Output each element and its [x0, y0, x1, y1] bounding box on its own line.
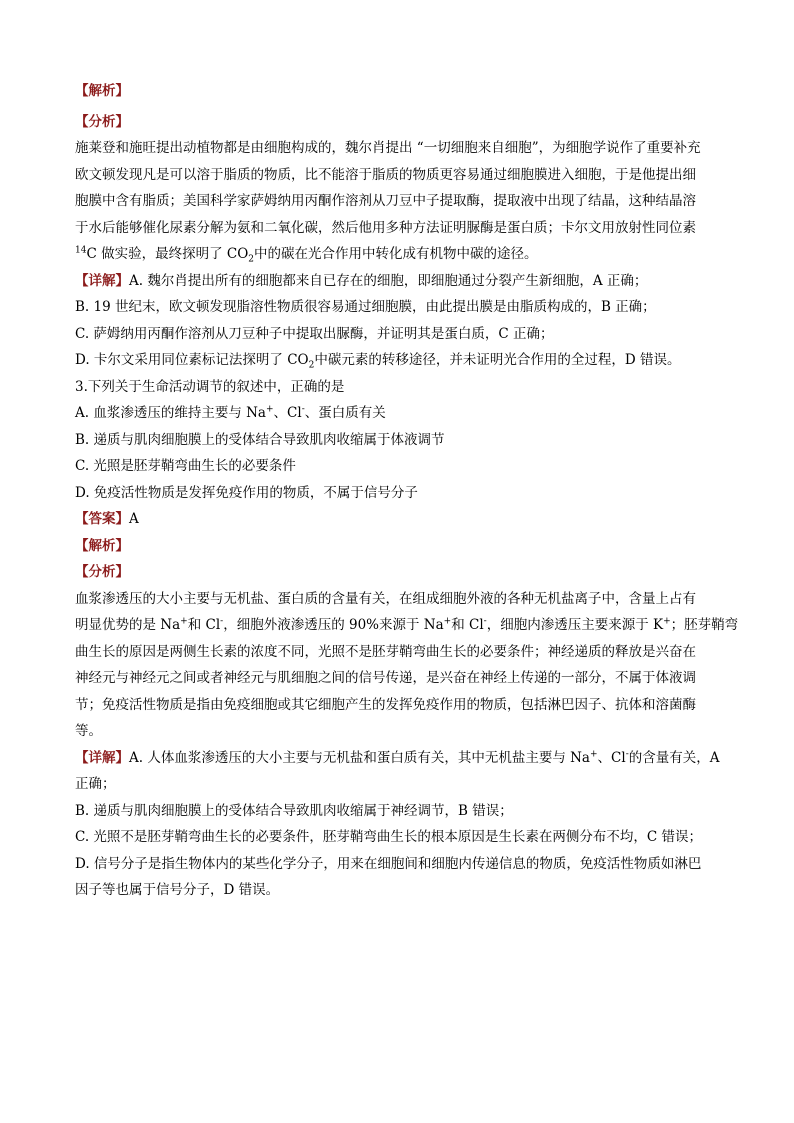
superscript: - — [483, 616, 487, 627]
q3-detail-d-cont: 因子等也属于信号分子，D 错误。 — [75, 882, 280, 898]
q2-analysis-line: 胞膜中含有脂质；美国科学家萨姆纳用丙酮作溶剂从刀豆中子提取酶，提取液中出现了结晶，这种结晶溶 — [75, 193, 696, 209]
superscript: + — [443, 616, 452, 627]
xiangjie-tag: 【详解】 — [75, 749, 129, 766]
superscript: - — [220, 616, 224, 627]
q3-option-c: C. 光照是胚芽鞘弯曲生长的必要条件 — [75, 458, 296, 474]
q3-analysis-line: 曲生长的原因是两侧生长素的浓度不同，光照不是胚芽鞘弯曲生长的必要条件；神经递质的释放是兴奋在 — [75, 643, 696, 660]
text-span: 的含量有关，A — [628, 749, 720, 766]
superscript: + — [589, 749, 598, 759]
q2-detail-b: B. 19 世纪末，欧文顿发现脂溶性物质很容易通过细胞膜，由此提出膜是由脂质构成的，B 正确； — [75, 299, 656, 315]
q2-analysis-line — [75, 241, 725, 268]
q2-analysis-line: 施莱登和施旺提出动植物都是由细胞构成的，魏尔肖提出 “一切细胞来自细胞”，为细胞学说作了重要补充 — [75, 140, 701, 156]
q3-detail-c: C. 光照不是胚芽鞘弯曲生长的必要条件，胚芽鞘弯曲生长的根本原因是生长素在两侧分布不均，C 错误； — [75, 829, 703, 845]
q3-analysis-line: 等。 — [75, 723, 102, 739]
jiexi-tag: 【解析】 — [75, 537, 129, 554]
q3-option-b: B. 递质与肌肉细胞膜上的受体结合导致肌肉收缩属于体液调节 — [75, 431, 445, 448]
q2-analysis-line: 于水后能够催化尿素分解为氨和二氧化碳，然后他用多种方法证明脲酶是蛋白质；卡尔文用放射性同位素 — [75, 219, 696, 236]
q3-analysis-line: 血浆渗透压的大小主要与无机盐、蛋白质的含量有关，在组成细胞外液的各种无机盐离子中，含量上占有 — [75, 590, 696, 607]
text-span: ，细胞内渗透压主要来源于 K — [486, 617, 664, 633]
document-page — [75, 78, 739, 904]
q2-analysis-line: 欧文顿发现凡是可以溶于脂质的物质，比不能溶于脂质的物质更容易通过细胞膜进入细胞，于是他提出细 — [75, 166, 696, 183]
q2-fenxi-heading — [75, 109, 725, 136]
superscript: - — [301, 404, 305, 415]
text-span: A. 魏尔肖提出所有的细胞都来自已存在的细胞，即细胞通过分裂产生新细胞，A 正确； — [129, 272, 648, 289]
text-span: ；胚芽鞘弯 — [670, 617, 739, 633]
text-span: 中的碳在光合作用中转化成有机物中碳的途径。 — [254, 246, 538, 262]
text-span: A. 血浆渗透压的维持主要与 Na — [75, 405, 266, 421]
q3-detail-a-cont: 正确； — [75, 776, 116, 792]
text-span: D. 卡尔文采用同位素标记法探明了 CO — [75, 352, 309, 368]
text-span: A. 人体血浆渗透压的大小主要与无机盐和蛋白质有关，其中无机盐主要与 Na — [129, 749, 590, 766]
q3-option-d: D. 免疫活性物质是发挥免疫作用的物质，不属于信号分子 — [75, 484, 418, 501]
superscript: - — [625, 749, 629, 759]
q2-jiexi-heading — [75, 78, 725, 105]
q2-detail-a — [75, 268, 725, 295]
superscript: 14 — [75, 245, 87, 256]
q3-answer — [75, 506, 725, 533]
q2-detail-d — [75, 347, 725, 374]
q3-analysis-line: 节；免疫活性物质是指由免疫细胞或其它细胞产生的发挥免疫作用的物质，包括淋巴因子、抗体和溶菌酶 — [75, 696, 696, 713]
q3-detail-b: B. 递质与肌肉细胞膜上的受体结合导致肌肉收缩属于神经调节，B 错误； — [75, 802, 513, 819]
text-span: 和 Cl — [451, 617, 484, 633]
text-span: 明显优势的是 Na — [75, 617, 181, 633]
jiexi-tag: 【解析】 — [75, 83, 129, 99]
fenxi-tag: 【分析】 — [75, 113, 129, 130]
text-span: 、Cl — [597, 749, 626, 766]
superscript: + — [265, 404, 274, 415]
q3-analysis-line: 神经元与神经元之间或者神经元与肌细胞之间的信号传递，是兴奋在神经上传递的一部分，不属于体液调 — [75, 670, 696, 686]
text-span: 、Cl — [273, 405, 302, 421]
superscript: + — [180, 616, 188, 627]
q3-jiexi-heading — [75, 533, 725, 560]
q3-fenxi-heading — [75, 559, 725, 586]
answer-tag: 【答案】 — [75, 511, 129, 527]
text-span: 、蛋白质有关 — [304, 405, 386, 421]
q3-option-a — [75, 400, 725, 427]
xiangjie-tag: 【详解】 — [75, 272, 129, 289]
text-span: ，细胞外液渗透压的 90%来源于 Na — [223, 617, 444, 633]
text-span: 和 Cl — [187, 617, 221, 633]
q2-detail-c: C. 萨姆纳用丙酮作溶剂从刀豆种子中提取出脲酶，并证明其是蛋白质，C 正确； — [75, 325, 554, 342]
text-span: 中碳元素的转移途径，并未证明光合作用的全过程，D 错误。 — [314, 352, 681, 368]
q3-detail-a — [75, 745, 725, 772]
subscript: 2 — [308, 360, 315, 371]
q3-analysis-line — [75, 612, 739, 639]
q3-stem: 3.下列关于生命活动调节的叙述中，正确的是 — [75, 378, 345, 395]
subscript: 2 — [248, 254, 254, 265]
q3-detail-d: D. 信号分子是指生物体内的某些化学分子，用来在细胞间和细胞内传递信息的物质，免疫活性物质如淋巴 — [75, 855, 702, 872]
answer-value: A — [129, 511, 139, 527]
text-span: C 做实验，最终探明了 CO — [86, 246, 249, 262]
fenxi-tag: 【分析】 — [75, 564, 129, 580]
superscript: + — [663, 616, 671, 627]
